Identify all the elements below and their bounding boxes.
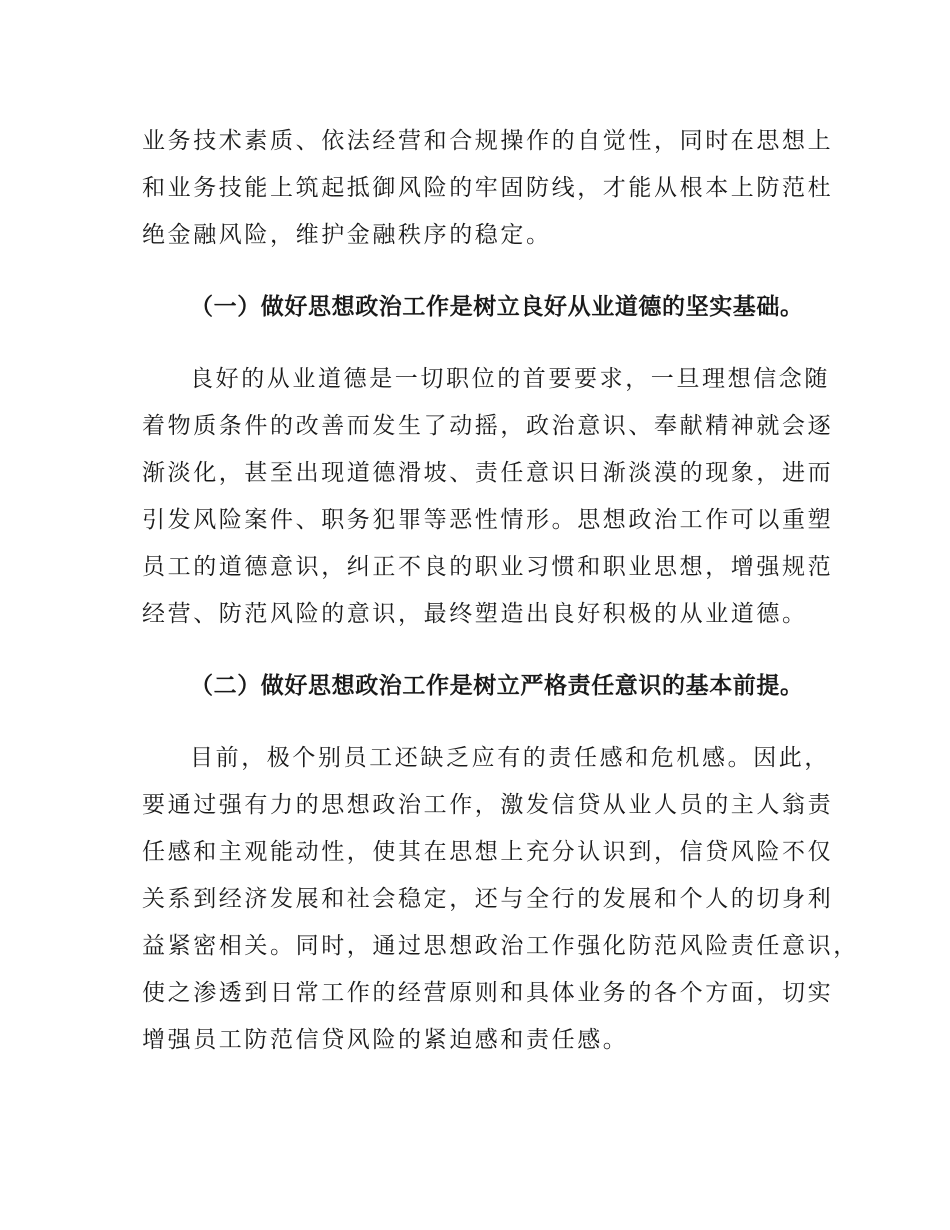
paragraph-line: 益紧密相关。同时，通过思想政治工作强化防范风险责任意识， <box>142 933 859 959</box>
paragraph-line: 绝金融风险，维护金融秩序的稳定。 <box>142 222 552 248</box>
paragraph-responsibility <box>142 735 859 1064</box>
heading-text: （二）做好思想政治工作是树立严格责任意识的基本前提。 <box>190 673 804 699</box>
paragraph-line: 要通过强有力的思想政治工作，激发信贷从业人员的主人翁责 <box>142 792 834 818</box>
paragraph-line: 增强员工防范信贷风险的紧迫感和责任感。 <box>142 1027 629 1053</box>
paragraph-line: 引发风险案件、职务犯罪等恶性情形。思想政治工作可以重塑 <box>142 507 834 533</box>
heading-text: （一）做好思想政治工作是树立良好从业道德的坚实基础。 <box>190 294 804 320</box>
paragraph-line: 关系到经济发展和社会稳定，还与全行的发展和个人的切身利 <box>142 886 834 912</box>
paragraph-line: 着物质条件的改善而发生了动摇，政治意识、奉献精神就会逐 <box>142 413 834 439</box>
section-heading-2 <box>142 663 832 710</box>
paragraph-line: 使之渗透到日常工作的经营原则和具体业务的各个方面，切实 <box>142 980 834 1006</box>
paragraph-line: 和业务技能上筑起抵御风险的牢固防线，才能从根本上防范杜 <box>142 175 834 201</box>
paragraph-line: 目前，极个别员工还缺乏应有的责任感和危机感。因此， <box>190 745 830 771</box>
paragraph-line: 良好的从业道德是一切职位的首要要求，一旦理想信念随 <box>190 366 830 392</box>
document-page <box>142 118 859 1064</box>
paragraph-line: 业务技术素质、依法经营和合规操作的自觉性，同时在思想上 <box>142 128 834 154</box>
paragraph-ethics <box>142 356 832 638</box>
paragraph-line: 经营、防范风险的意识，最终塑造出良好积极的从业道德。 <box>142 601 808 627</box>
paragraph-line: 渐淡化，甚至出现道德滑坡、责任意识日渐淡漠的现象，进而 <box>142 460 834 486</box>
paragraph-line: 任感和主观能动性，使其在思想上充分认识到，信贷风险不仅 <box>142 839 834 865</box>
section-heading-1 <box>142 284 832 331</box>
paragraph-line: 员工的道德意识，纠正不良的职业习惯和职业思想，增强规范 <box>142 554 834 580</box>
paragraph-continuation <box>142 118 832 259</box>
